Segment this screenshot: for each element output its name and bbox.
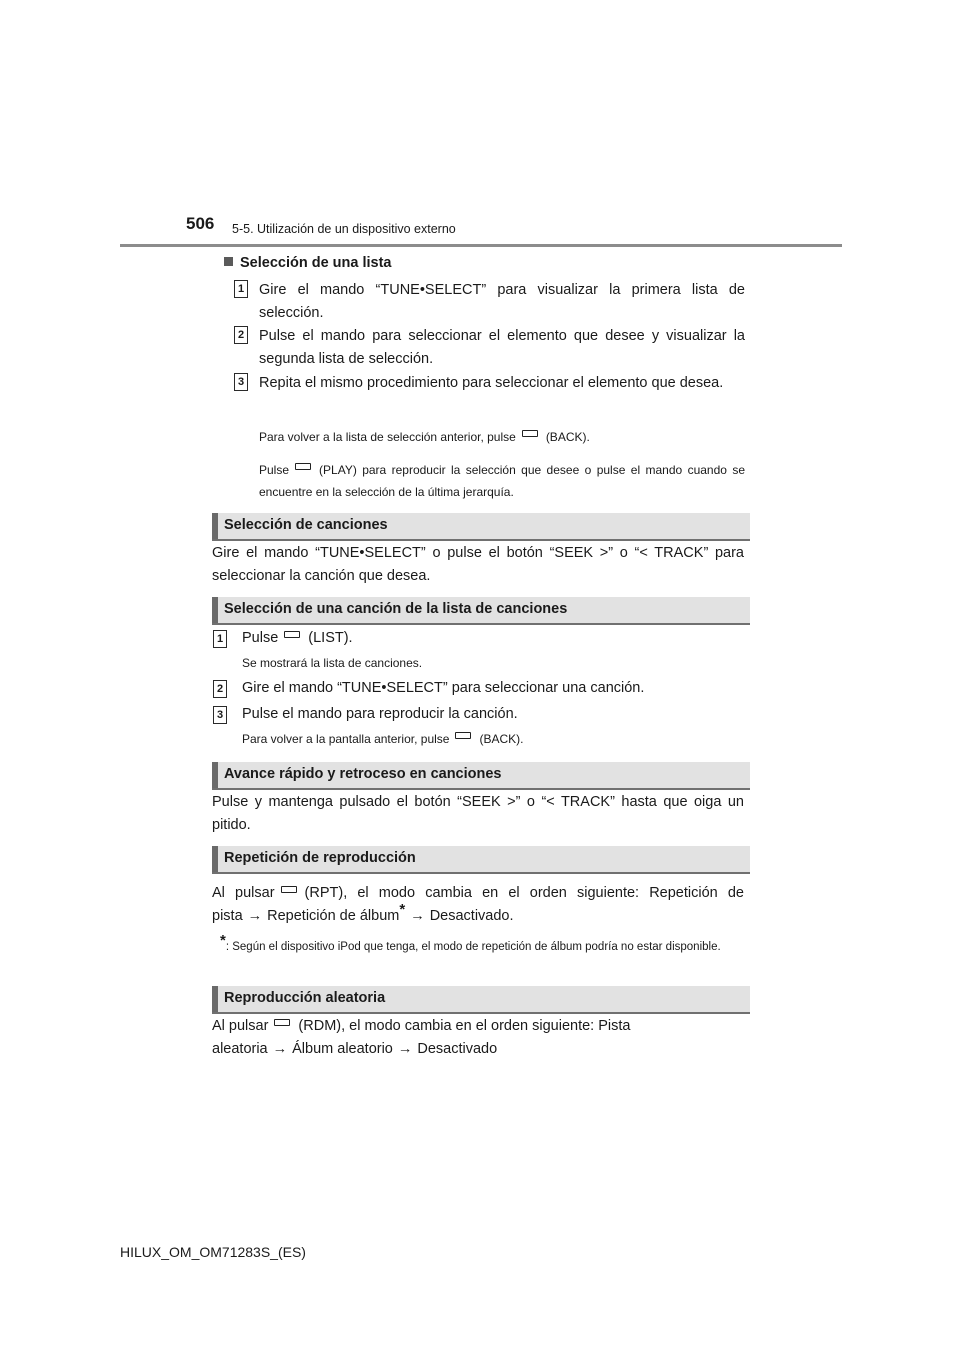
- step-number: 3: [213, 706, 227, 724]
- page-number: 506: [186, 214, 215, 233]
- section-heading-song-list: Selección de una canción de la lista de canciones: [212, 597, 750, 625]
- repeat-text: Al pulsar (RPT), el modo cambia en el orden siguiente: Repetición de pista → Repetición de álbum* → Desactivado.: [212, 885, 744, 924]
- subheading-list-selection: Selección de una lista: [224, 255, 392, 271]
- rpt-button-icon: [281, 886, 297, 893]
- section-heading-fast-forward: Avance rápido y retroceso en canciones: [212, 762, 750, 790]
- step-text: Gire el mando “TUNE•SELECT” para seleccionar una canción.: [242, 680, 645, 696]
- footer-code: HILUX_OM_OM71283S_(ES): [120, 1244, 306, 1260]
- section-title: 5-5. Utilización de un dispositivo externo: [232, 222, 456, 236]
- note-back: Para volver a la lista de selección anterior, pulse (BACK).: [259, 430, 590, 444]
- back-button-icon: [522, 430, 538, 437]
- fast-forward-text: Pulse y mantenga pulsado el botón “SEEK >” o “< TRACK” hasta que oiga un pitido.: [212, 794, 744, 833]
- step-text: Pulse el mando para reproducir la canción.: [242, 706, 518, 722]
- step-text: Pulse (LIST).: [242, 630, 353, 646]
- song-selection-text: Gire el mando “TUNE•SELECT” o pulse el botón “SEEK >” o “< TRACK” para seleccionar la canción que desea.: [212, 545, 744, 584]
- repeat-footnote: *: Según el dispositivo iPod que tenga, el modo de repetición de álbum podría no estar disponible.: [220, 932, 721, 953]
- note-play: Pulse (PLAY) para reproducir la selección que desee o pulse el mando cuando se encuentre en la selección de la última jerarquía.: [259, 463, 745, 499]
- step-number: 2: [234, 326, 248, 344]
- step-number: 2: [213, 680, 227, 698]
- step-number: 1: [234, 280, 248, 298]
- random-text: Al pulsar (RDM), el modo cambia en el orden siguiente: Pista aleatoria → Álbum aleatorio → Desactivado: [212, 1018, 631, 1057]
- play-button-icon: [295, 463, 311, 470]
- list-button-icon: [284, 631, 300, 638]
- step-text: Gire el mando “TUNE•SELECT” para visualizar la primera lista de selección.: [259, 282, 745, 321]
- square-bullet-icon: [224, 257, 233, 266]
- header-rule: [120, 244, 842, 247]
- step-text: Pulse el mando para seleccionar el elemento que desee y visualizar la segunda lista de selección.: [259, 328, 745, 367]
- section-heading-random: Reproducción aleatoria: [212, 986, 750, 1014]
- step-number: 3: [234, 373, 248, 391]
- step-text: Repita el mismo procedimiento para seleccionar el elemento que desea.: [259, 375, 724, 391]
- note-list: Se mostrará la lista de canciones.: [242, 656, 423, 670]
- section-heading-repeat: Repetición de reproducción: [212, 846, 750, 874]
- note-back-screen: Para volver a la pantalla anterior, pulse (BACK).: [242, 732, 524, 746]
- section-heading-song-selection: Selección de canciones: [212, 513, 750, 541]
- rdm-button-icon: [274, 1019, 290, 1026]
- back-button-icon: [455, 732, 471, 739]
- step-number: 1: [213, 630, 227, 648]
